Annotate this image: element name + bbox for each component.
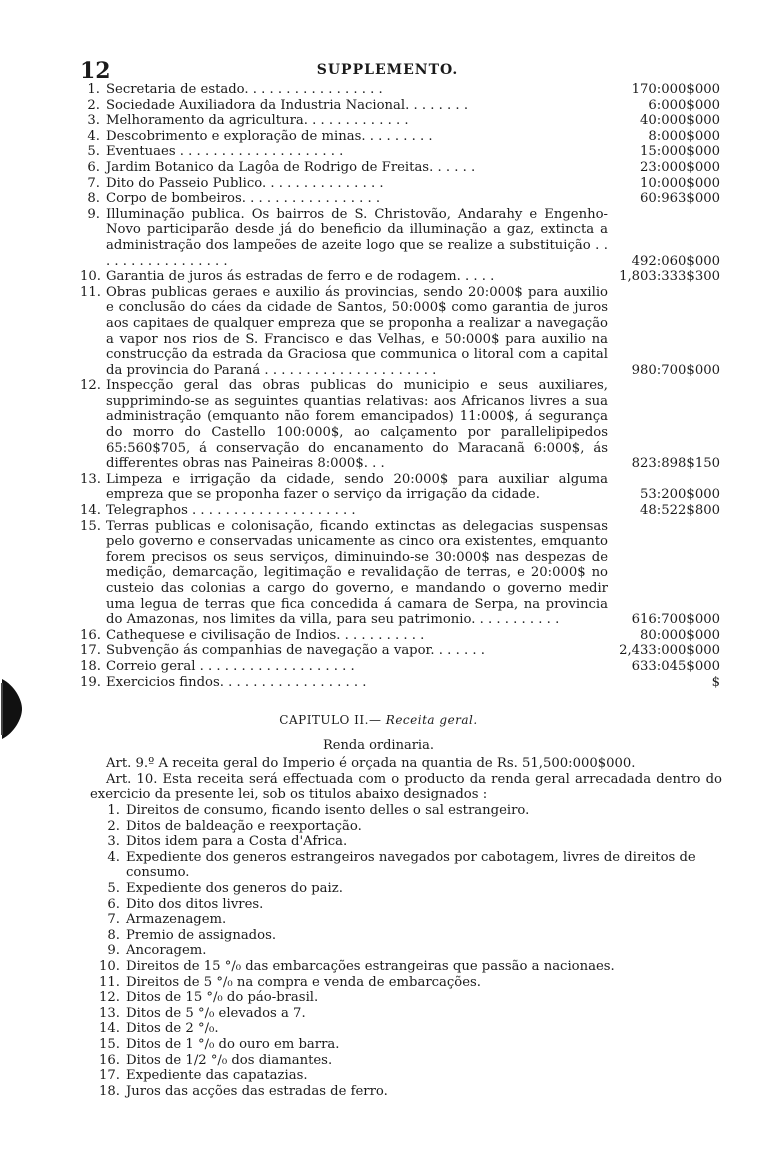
revenue-title-item: [88, 850, 722, 881]
item-text: Eventuaes . . . . . . . . . . . . . . . . . . . .: [106, 144, 344, 160]
item-text: Secretaria de estado. . . . . . . . . . . . . . . . .: [106, 82, 383, 97]
title-number: 8.: [107, 927, 120, 943]
item-text: Illuminação publica. Os bairros de S. Christovão, Andarahy e Engenho-Novo participarão desde já do beneficio da illuminação a gaz, extincta a administração dos lampeões de azeite logo que se realize a substituição . . . . . . . . . . . . . . . . .: [106, 206, 608, 269]
item-text: Garantia de juros ás estradas de ferro e de rodagem. . . . .: [106, 269, 495, 285]
title-text: Expediente das capatazias.: [126, 1068, 308, 1084]
chapter-heading: [0, 713, 757, 727]
chapter-label: CAPITULO II.—: [279, 713, 382, 727]
item-amount: 48:522$800: [640, 503, 720, 519]
item-amount: 15:000$000: [640, 144, 720, 160]
item-amount: 6:000$000: [648, 97, 720, 113]
page-title: SUPPLEMENTO.: [316, 62, 459, 78]
articles: [90, 756, 722, 803]
title-number: 13.: [99, 1005, 120, 1021]
item-amount: 40:000$000: [640, 113, 720, 129]
item-text: Sociedade Auxiliadora da Industria Nacional. . . . . . . .: [106, 97, 469, 113]
item-text: Correio geral . . . . . . . . . . . . . . . . . . .: [106, 658, 355, 674]
item-amount: $: [711, 674, 720, 690]
title-text: Premio de assignados.: [126, 927, 277, 943]
item-amount: 616:700$000: [631, 612, 720, 628]
expense-item: [80, 643, 720, 659]
title-number: 10.: [99, 958, 120, 974]
expense-item: [80, 98, 720, 114]
item-text: Exercicios findos. . . . . . . . . . . . . . . . . .: [106, 674, 367, 690]
page-number: 12: [80, 58, 111, 84]
title-number: 17.: [99, 1068, 120, 1084]
expense-item: [80, 82, 720, 98]
title-text: Ditos de 15 °/₀ do páo-brasil.: [126, 990, 319, 1006]
item-amount: 23:000$000: [640, 159, 720, 175]
expense-item: [80, 176, 720, 192]
title-number: 9.: [107, 943, 120, 959]
item-number: 3.: [87, 113, 100, 129]
chapter-title: Receita geral.: [385, 713, 478, 727]
item-text: Descobrimento e exploração de minas. . . . . . . . .: [106, 128, 433, 144]
revenue-title-item: [88, 959, 722, 975]
title-text: Direitos de consumo, ficando isento delles o sal estrangeiro.: [126, 803, 530, 818]
item-number: 9.: [87, 206, 100, 222]
expense-item: [80, 503, 720, 519]
expense-item: [80, 659, 720, 675]
item-amount: 492:060$000: [631, 253, 720, 269]
item-number: 10.: [80, 269, 101, 285]
item-number: 14.: [80, 503, 101, 519]
title-text: Ditos de 5 °/₀ elevados a 7.: [126, 1005, 306, 1021]
item-number: 12.: [80, 378, 101, 394]
title-number: 15.: [99, 1036, 120, 1052]
binding-mark-icon: [0, 675, 26, 743]
section-heading: Renda ordinaria.: [323, 738, 434, 753]
revenue-title-item: [88, 1053, 722, 1069]
title-text: Ditos de 2 °/₀.: [126, 1021, 219, 1037]
revenue-title-item: [88, 943, 722, 959]
revenue-title-item: [88, 1068, 722, 1084]
revenue-title-item: [88, 975, 722, 991]
title-text: Direitos de 15 °/₀ das embarcações estrangeiras que passão a nacionaes.: [126, 958, 615, 974]
title-number: 18.: [99, 1083, 120, 1099]
item-amount: 2,433:000$000: [619, 643, 720, 659]
item-amount: 980:700$000: [631, 362, 720, 378]
expense-item: [80, 144, 720, 160]
item-number: 17.: [80, 643, 101, 659]
title-number: 6.: [107, 896, 120, 912]
item-number: 13.: [80, 471, 101, 487]
item-amount: 10:000$000: [640, 175, 720, 191]
item-number: 8.: [87, 191, 100, 207]
item-amount: 53:200$000: [640, 487, 720, 503]
revenue-titles-list: [88, 803, 722, 1099]
item-amount: 170:000$000: [631, 82, 720, 97]
title-number: 2.: [107, 818, 120, 834]
revenue-title-item: [88, 834, 722, 850]
item-amount: 823:898$150: [631, 456, 720, 472]
expense-item: [80, 129, 720, 145]
revenue-title-item: [88, 881, 722, 897]
title-number: 12.: [99, 990, 120, 1006]
item-number: 4.: [87, 128, 100, 144]
revenue-title-item: [88, 1037, 722, 1053]
title-number: 1.: [107, 803, 120, 818]
item-amount: 80:000$000: [640, 627, 720, 643]
expense-item: [80, 269, 720, 285]
item-text: Melhoramento da agricultura. . . . . . . . . . . . .: [106, 113, 409, 129]
title-number: 4.: [107, 849, 120, 865]
title-number: 11.: [99, 974, 120, 990]
title-text: Dito dos ditos livres.: [126, 896, 264, 912]
revenue-title-item: [88, 928, 722, 944]
title-text: Juros das acções das estradas de ferro.: [126, 1083, 388, 1099]
title-text: Expediente dos generos estrangeiros navegados por cabotagem, livres de direitos de consumo.: [126, 849, 696, 881]
item-number: 7.: [87, 175, 100, 191]
revenue-title-item: [88, 803, 722, 819]
revenue-title-item: [88, 819, 722, 835]
revenue-title-item: [88, 897, 722, 913]
item-text: Dito do Passeio Publico. . . . . . . . . . . . . . .: [106, 175, 384, 191]
item-amount: 633:045$000: [631, 658, 720, 674]
item-text: Jardim Botanico da Lagôa de Rodrigo de Freitas. . . . . .: [106, 159, 476, 175]
title-number: 3.: [107, 834, 120, 850]
expense-item: [80, 207, 720, 269]
title-text: Ditos idem para a Costa d'Africa.: [126, 834, 348, 850]
expense-item: [80, 191, 720, 207]
title-text: Armazenagem.: [126, 912, 227, 928]
expense-item: [80, 472, 720, 503]
article-9: Art. 9.º A receita geral do Imperio é orçada na quantia de Rs. 51,500:000$000.: [106, 756, 636, 771]
item-number: 19.: [80, 674, 101, 690]
item-text: Telegraphos . . . . . . . . . . . . . . . . . . . .: [106, 503, 356, 519]
page-header: [80, 58, 695, 84]
title-text: Direitos de 5 °/₀ na compra e venda de embarcações.: [126, 974, 481, 990]
item-amount: 8:000$000: [648, 128, 720, 144]
title-text: Ditos de 1 °/₀ do ouro em barra.: [126, 1036, 340, 1052]
item-number: 15.: [80, 518, 101, 534]
expense-item: [80, 675, 720, 691]
expense-item: [80, 113, 720, 129]
title-text: Ditos de 1/2 °/₀ dos diamantes.: [126, 1052, 333, 1068]
title-number: 7.: [107, 912, 120, 928]
title-text: Ancoragem.: [126, 943, 207, 959]
item-number: 2.: [87, 97, 100, 113]
expense-item: [80, 519, 720, 628]
title-number: 16.: [99, 1052, 120, 1068]
title-number: 5.: [107, 880, 120, 896]
expense-item: [80, 378, 720, 472]
item-number: 6.: [87, 159, 100, 175]
item-text: Corpo de bombeiros. . . . . . . . . . . . . . . . .: [106, 191, 381, 207]
item-text: Obras publicas geraes e auxilio ás provincias, sendo 20:000$ para auxilio e conclusão do cáes da cidade de Santos, 50:000$ como garantia de juros aos capitaes de qualquer empreza que se proponha a realizar a navegação a vapor nos rios de S. Francisco e das Velhas, e 50:000$ para auxilio na construcção da estrada da Graciosa que communica o litoral com a capital da provincia do Paraná . . . . . . . . . . . . . . . . . . . . .: [106, 284, 608, 378]
title-text: Ditos de baldeação e reexportação.: [126, 818, 362, 834]
expense-item: [80, 285, 720, 379]
item-amount: 60:963$000: [640, 191, 720, 207]
item-number: 11.: [80, 284, 101, 300]
expense-items-list: [80, 82, 720, 690]
item-text: Terras publicas e colonisação, ficando extinctas as delegacias suspensas pelo governo e conservadas unicamente as cinco ora existentes, emquanto forem precisos os seus serviços, diminuindo-se 30:000$ nas despezas de medição, demarcação, legitimação e revalidação de terras, e 20:000$ no custeio das colonias a cargo do governo, e mandando o governo medir uma legua de terras que fica concedida á camara de Serpa, na provincia do Amazonas, nos limites da villa, para seu patrimonio. . . . . . . . . . .: [106, 518, 608, 628]
expense-item: [80, 628, 720, 644]
title-number: 14.: [99, 1021, 120, 1037]
item-text: Subvenção ás companhias de navegação a vapor. . . . . . .: [106, 643, 485, 659]
item-number: 5.: [87, 144, 100, 160]
revenue-title-item: [88, 990, 722, 1006]
revenue-title-item: [88, 1021, 722, 1037]
item-amount: 1,803:333$300: [619, 269, 720, 285]
revenue-title-item: [88, 912, 722, 928]
article-10: Art. 10. Esta receita será effectuada com o producto da renda geral arrecadada dentro do exercicio da presente lei, sob os titulos abaixo designados :: [90, 771, 722, 803]
title-text: Expediente dos generos do paiz.: [126, 880, 343, 896]
item-text: Limpeza e irrigação da cidade, sendo 20:000$ para auxiliar alguma empreza que se proponha fazer o serviço da irrigação da cidade.: [106, 471, 608, 503]
item-text: Inspecção geral das obras publicas do municipio e seus auxiliares, supprimindo-se as seguintes quantias relativas: aos Africanos livres a sua administração (emquanto não forem emancipados) 11:000$, á segurança do morro do Castello 100:000$, ao calçamento por parallelipipedos 65:560$705, á conservação do encanamento do Maracanã 6:000$, ás differentes obras nas Paineiras 8:000$. . .: [106, 378, 608, 472]
expense-item: [80, 160, 720, 176]
item-number: 18.: [80, 658, 101, 674]
item-text: Cathequese e civilisação de Indios. . . . . . . . . . .: [106, 627, 425, 643]
item-number: 1.: [87, 82, 100, 97]
revenue-title-item: [88, 1006, 722, 1022]
item-number: 16.: [80, 627, 101, 643]
revenue-title-item: [88, 1084, 722, 1100]
